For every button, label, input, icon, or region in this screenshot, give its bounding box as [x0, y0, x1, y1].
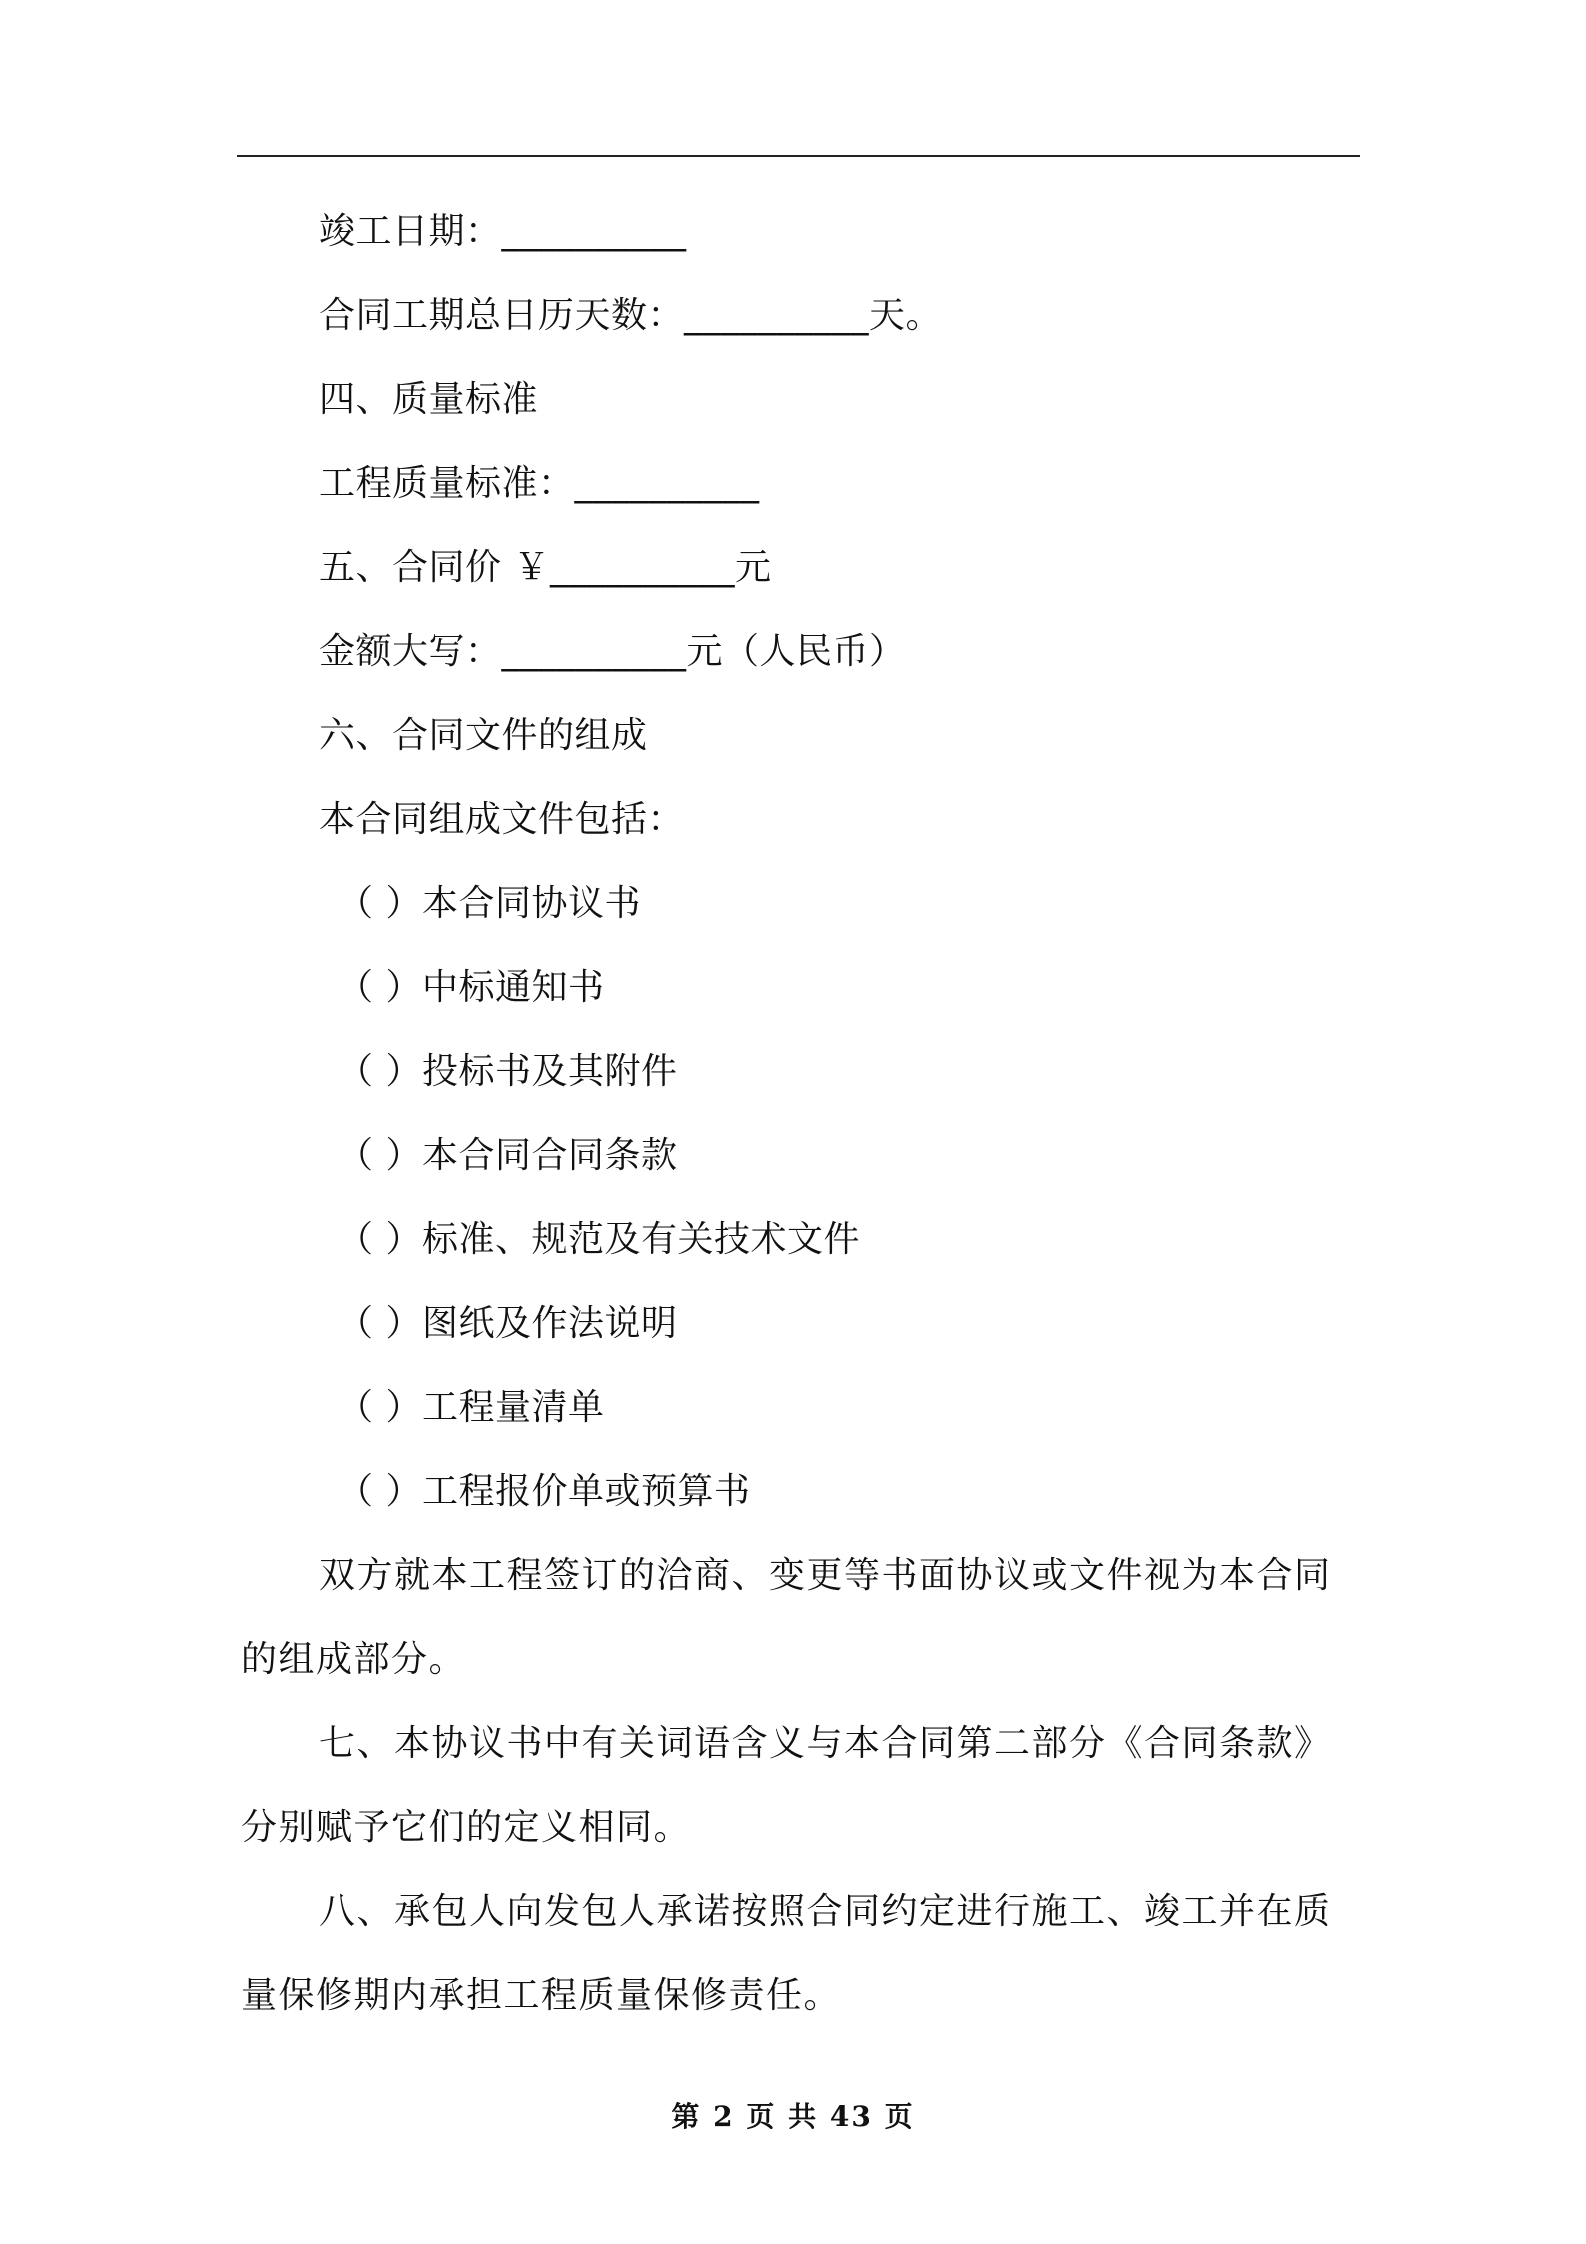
list-item: （ ）本合同合同条款: [337, 1135, 678, 1176]
section-4-heading: 四、质量标准: [319, 379, 539, 420]
page-number-footer: 第 2 页 共 43 页: [671, 2100, 915, 2133]
list-item: （ ）图纸及作法说明: [337, 1303, 678, 1344]
list-item: （ ）本合同协议书: [337, 883, 641, 924]
list-item: （ ）工程量清单: [337, 1387, 605, 1428]
quality-standard-line: 工程质量标准：__________: [319, 463, 760, 504]
supplement-paragraph: 双方就本工程签订的洽商、变更等书面协议或文件视为本合同的组成部分。: [241, 1555, 1332, 1680]
total-days-line: 合同工期总日历天数：__________天。: [319, 295, 943, 336]
section-5-heading: 五、合同价 ￥__________元: [319, 547, 772, 588]
section-7-paragraph: 七、本协议书中有关词语含义与本合同第二部分《合同条款》分别赋予它们的定义相同。: [241, 1723, 1332, 1848]
section-6-heading: 六、合同文件的组成: [319, 715, 648, 756]
section-8-paragraph: 八、承包人向发包人承诺按照合同约定进行施工、竣工并在质量保修期内承担工程质量保修责任。: [241, 1891, 1332, 2016]
docs-intro-line: 本合同组成文件包括：: [319, 799, 685, 840]
list-item: （ ）投标书及其附件: [337, 1051, 678, 1092]
list-item: （ ）标准、规范及有关技术文件: [337, 1219, 860, 1260]
completion-date-line: 竣工日期：__________: [319, 211, 687, 252]
amount-in-words-line: 金额大写：__________元（人民币）: [319, 631, 906, 672]
document-body: [241, 190, 1360, 2038]
list-item: （ ）工程报价单或预算书: [337, 1471, 751, 1512]
list-item: （ ）中标通知书: [337, 967, 605, 1008]
header-rule: [237, 155, 1360, 157]
